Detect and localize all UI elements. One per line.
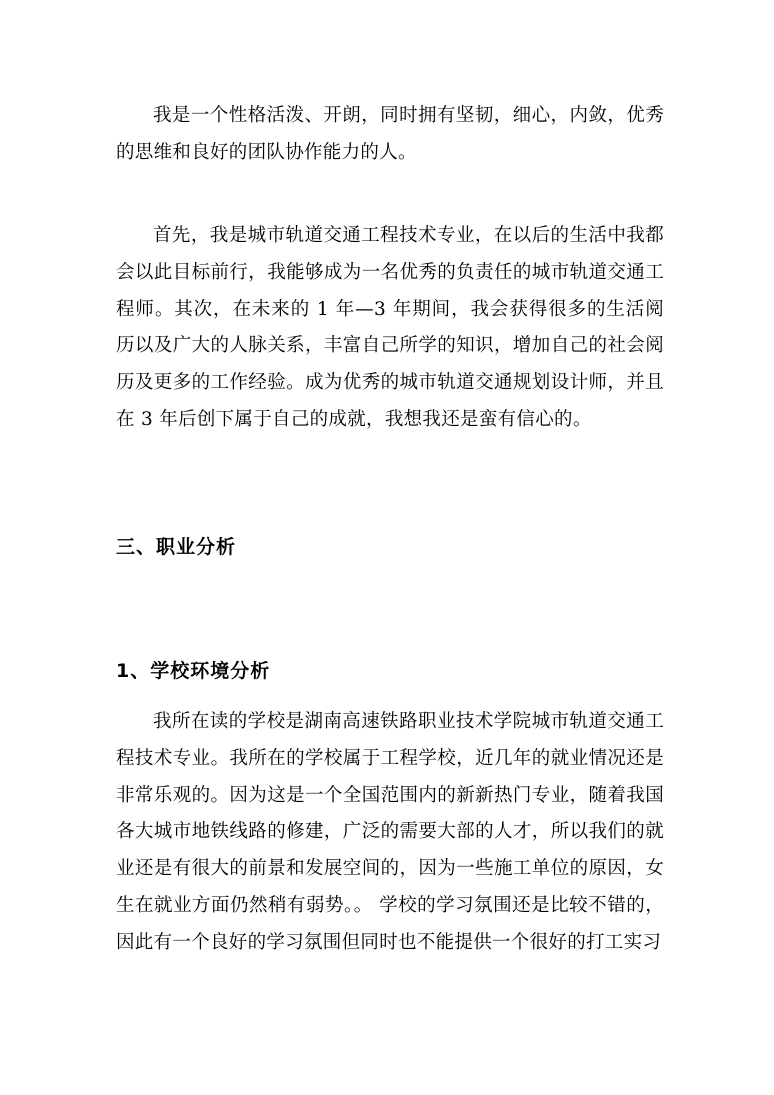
section-heading-career-analysis: 三、职业分析	[116, 536, 237, 558]
paragraph-career-goals: 首先，我是城市轨道交通工程技术专业，在以后的生活中我都会以此目标前行，我能够成为一名优秀的负责任的城市轨道交通工程师。其次，在未来的 1 年—3 年期间，我会获得很多的生活阅历以及广大的人脉关系，丰富自己所学的知识，增加自己的社会阅历及更多的工作经验。成为优秀的城市轨道交通规划设计师，并且在 3 年后创下属于自己的成就，我想我还是蛮有信心的。	[116, 225, 664, 430]
paragraph-school-environment: 我所在读的学校是湖南高速铁路职业技术学院城市轨道交通工程技术专业。我所在的学校属于工程学校，近几年的就业情况还是非常乐观的。因为这是一个全国范围内的新新热门专业，随着我国各大城市地铁线路的修建，广泛的需要大部的人才，所以我们的就业还是有很大的前景和发展空间的，因为一些施工单位的原因，女生在就业方面仍然稍有弱势。。 学校的学习氛围还是比较不错的，因此有一个良好的学习氛围但同时也不能提供一个很好的打工实习	[116, 711, 664, 953]
paragraph-personality: 我是一个性格活泼、开朗，同时拥有坚韧，细心，内敛，优秀的思维和良好的团队协作能力的人。	[116, 105, 664, 163]
subsection-heading-school-environment: 1、学校环境分析	[116, 660, 271, 682]
